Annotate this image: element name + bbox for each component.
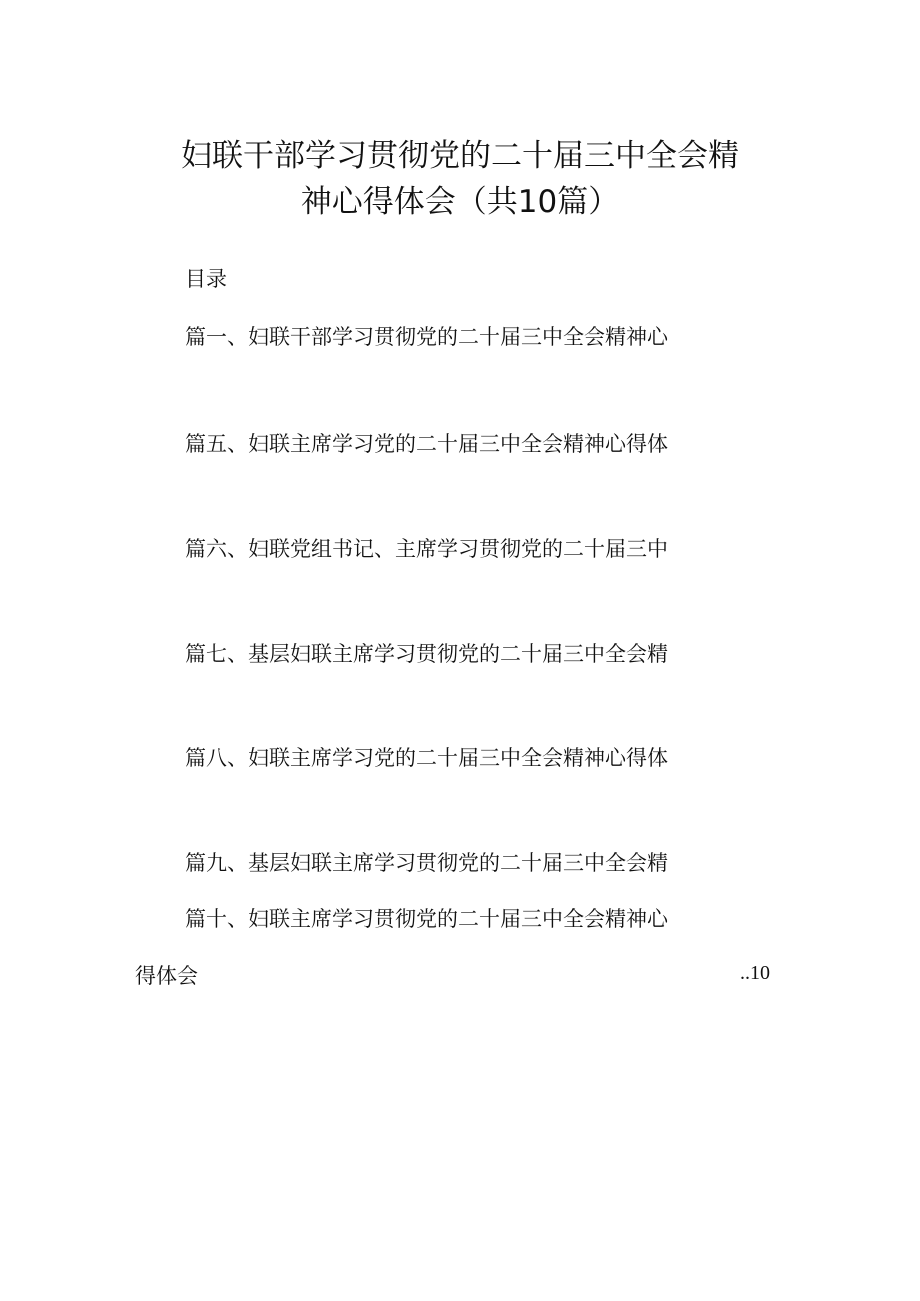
- toc-item-8[interactable]: 篇八、妇联主席学习党的二十届三中全会精神心得体: [185, 746, 668, 770]
- toc-item-5[interactable]: 篇五、妇联主席学习党的二十届三中全会精神心得体: [185, 432, 668, 456]
- toc-item-10[interactable]: 篇十、妇联主席学习贯彻党的二十届三中全会精神心: [185, 907, 668, 931]
- toc-item-1[interactable]: 篇一、妇联干部学习贯彻党的二十届三中全会精神心: [185, 325, 668, 349]
- toc-item-10-page-number: ..10: [740, 962, 770, 984]
- document-title-line-1: 妇联干部学习贯彻党的二十届三中全会精: [181, 138, 739, 174]
- toc-item-6[interactable]: 篇六、妇联党组书记、主席学习贯彻党的二十届三中: [185, 537, 668, 561]
- toc-heading: 目录: [185, 267, 227, 291]
- toc-item-10-continuation[interactable]: 得体会: [135, 964, 198, 988]
- toc-item-7[interactable]: 篇七、基层妇联主席学习贯彻党的二十届三中全会精: [185, 642, 668, 666]
- toc-item-9[interactable]: 篇九、基层妇联主席学习贯彻党的二十届三中全会精: [185, 851, 668, 875]
- document-title-line-2: 神心得体会（共10篇）: [300, 184, 620, 220]
